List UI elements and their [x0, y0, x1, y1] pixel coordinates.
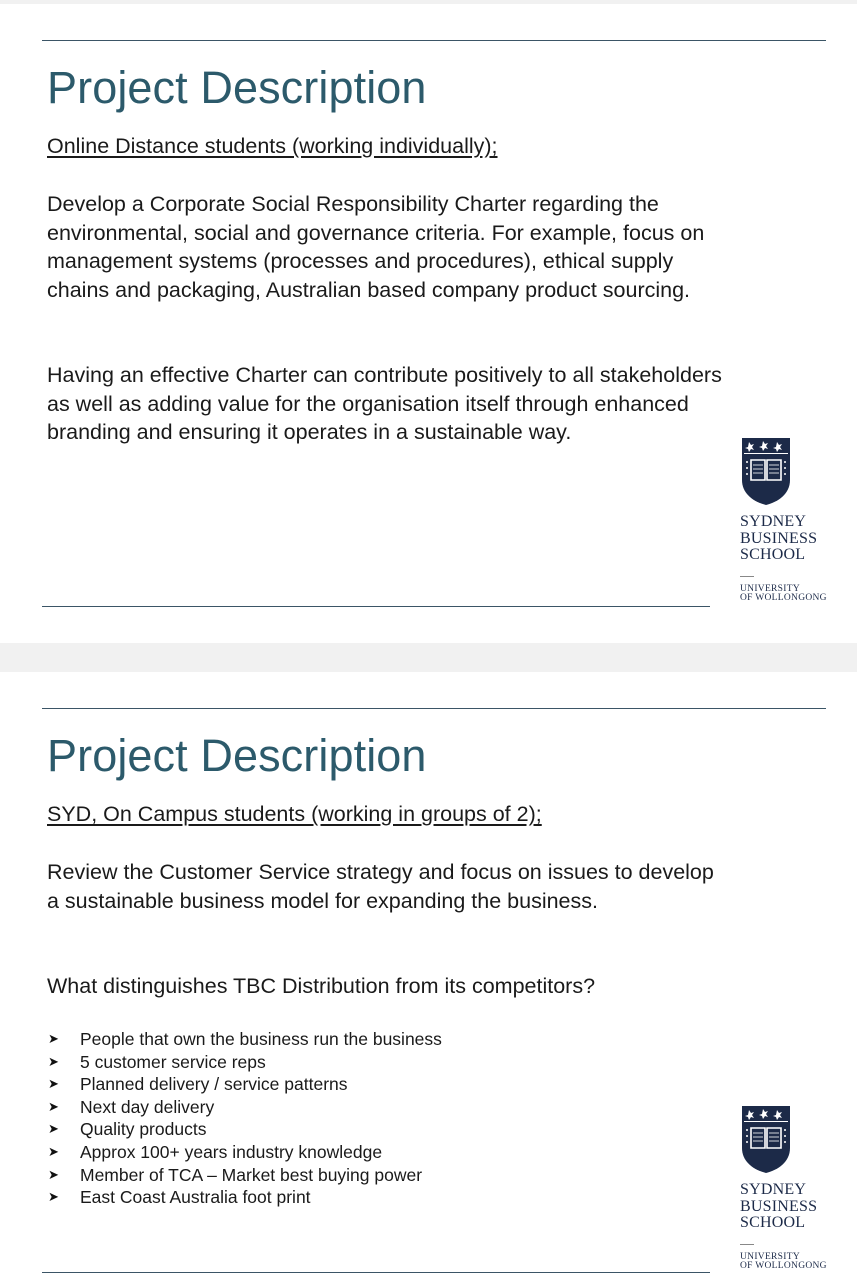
- list-item: ➤ People that own the business run the business: [48, 1029, 442, 1049]
- slide-online-distance: [0, 4, 857, 643]
- arrowhead-bullet-icon: ➤: [48, 1143, 59, 1159]
- slide-on-campus: [0, 672, 857, 1280]
- list-item: ➤ Approx 100+ years industry knowledge: [48, 1141, 383, 1162]
- top-divider: [42, 708, 826, 709]
- list-item: ➤ Member of TCA – Market best buying power: [48, 1164, 423, 1185]
- school-name: SYDNEY BUSINESS SCHOOL: [740, 513, 818, 563]
- body-paragraph: What distinguishes TBC Distribution from its competitors?: [47, 974, 596, 998]
- list-item: ➤ Planned delivery / service patterns: [48, 1074, 348, 1095]
- sydney-business-school-logo: [740, 436, 830, 603]
- arrowhead-bullet-icon: ➤: [48, 1053, 59, 1069]
- sydney-business-school-logo: [740, 1104, 830, 1271]
- arrowhead-bullet-icon: ➤: [48, 1121, 59, 1137]
- logo-divider: [740, 576, 754, 577]
- top-divider: [42, 40, 826, 41]
- slide-title: Project Description: [47, 62, 427, 113]
- school-name: SYDNEY BUSINESS SCHOOL: [740, 1181, 818, 1231]
- arrowhead-bullet-icon: ➤: [48, 1189, 59, 1205]
- list-item: ➤ East Coast Australia foot print: [48, 1187, 311, 1208]
- slide-subtitle: Online Distance students (working individually);: [47, 134, 498, 158]
- body-paragraph: Review the Customer Service strategy and focus on issues to develop a sustainable business model for expanding the business.: [47, 860, 714, 913]
- crest-icon: [740, 1104, 792, 1174]
- body-paragraph: Develop a Corporate Social Responsibility Charter regarding the environmental, social and governance criteria. For example, focus on management systems (processes and procedures), ethical supply chains and packaging, Australian based company product sourcing.: [47, 192, 705, 302]
- list-item: ➤ Next day delivery: [48, 1096, 215, 1117]
- arrowhead-bullet-icon: ➤: [48, 1031, 59, 1046]
- list-item: ➤ Quality products: [48, 1119, 207, 1140]
- crest-icon: [740, 436, 792, 506]
- body-paragraph: Having an effective Charter can contribute positively to all stakeholders as well as adding value for the organisation itself through enhanced branding and ensuring it operates in a sustainable way.: [47, 363, 722, 445]
- arrowhead-bullet-icon: ➤: [48, 1166, 59, 1182]
- bottom-divider: [42, 606, 710, 607]
- slide-title: Project Description: [47, 730, 427, 781]
- arrowhead-bullet-icon: ➤: [48, 1076, 59, 1092]
- arrowhead-bullet-icon: ➤: [48, 1098, 59, 1114]
- logo-divider: [740, 1244, 754, 1245]
- university-name: UNIVERSITY OF WOLLONGONG: [740, 583, 827, 603]
- distinguishing-features-list: [48, 1028, 442, 1209]
- university-name: UNIVERSITY OF WOLLONGONG: [740, 1251, 827, 1271]
- list-item: ➤ 5 customer service reps: [48, 1051, 266, 1072]
- bottom-divider: [42, 1272, 710, 1273]
- slide-subtitle: SYD, On Campus students (working in groups of 2);: [47, 802, 542, 826]
